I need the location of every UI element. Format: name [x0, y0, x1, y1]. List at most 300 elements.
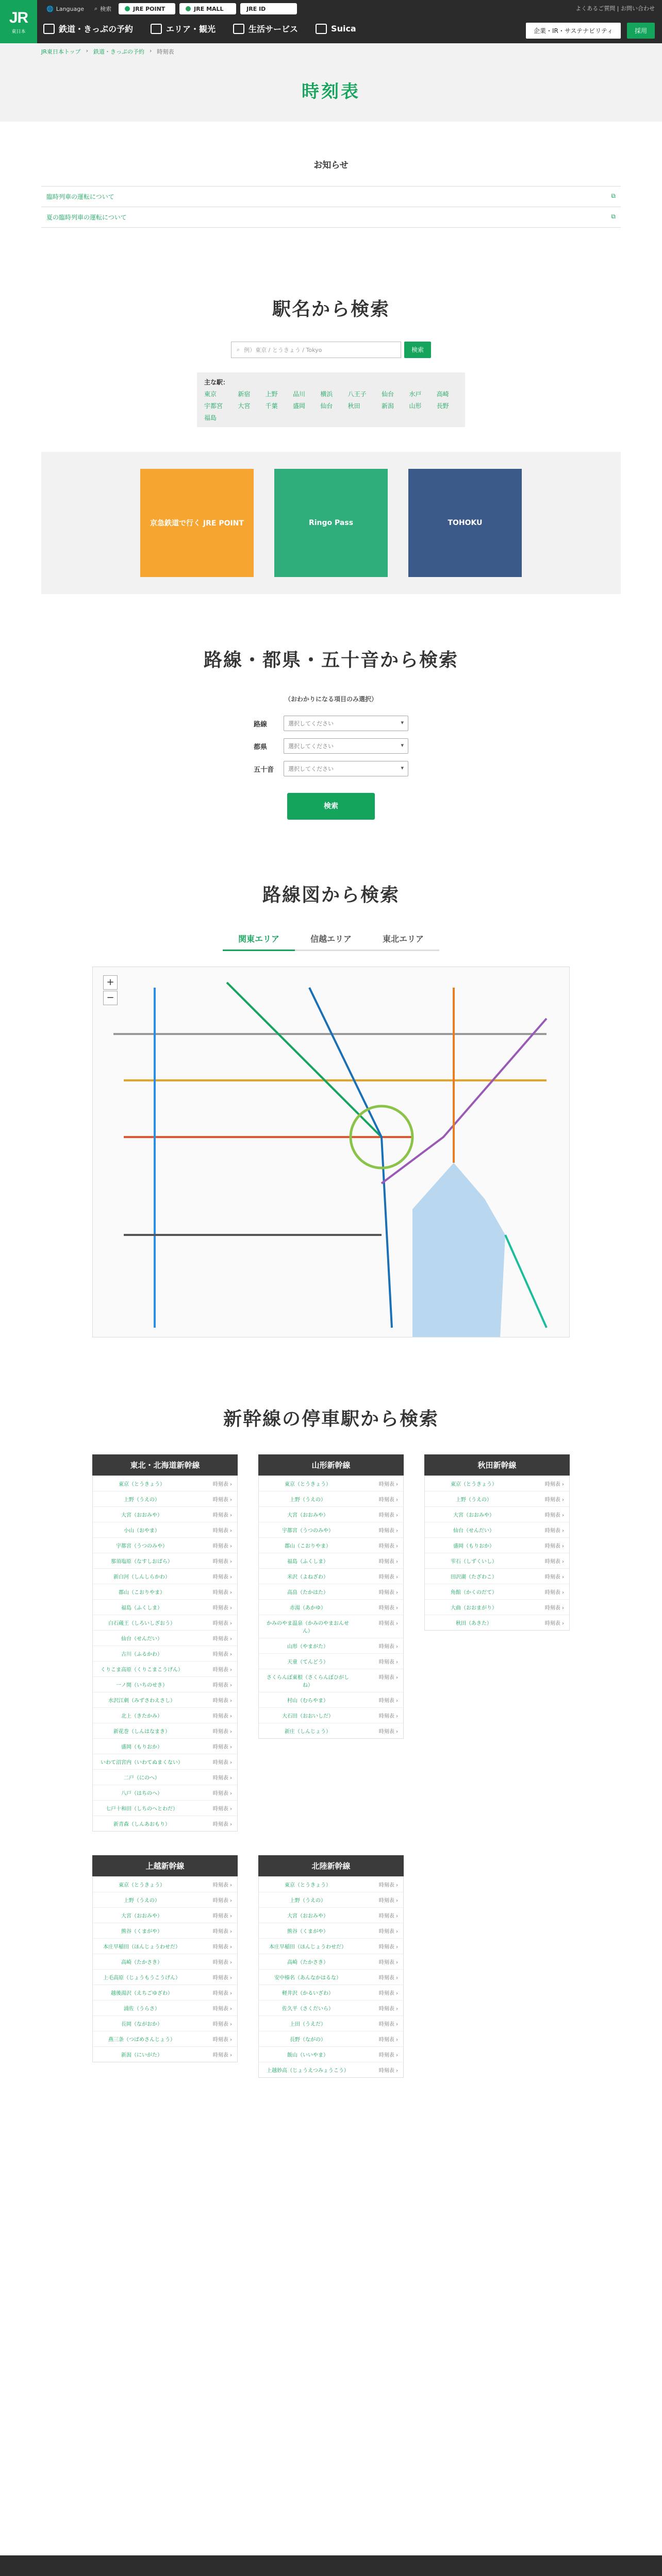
station-row[interactable]: [93, 1892, 237, 1907]
station-name[interactable]: 長岡（ながおか）: [121, 2022, 162, 2027]
timetable-link[interactable]: 時刻表 ›: [378, 1913, 398, 1919]
timetable-link[interactable]: 時刻表 ›: [212, 2053, 232, 2058]
station-name[interactable]: 大宮（おおみや）: [287, 1913, 328, 1919]
station-name[interactable]: 大宮（おおみや）: [121, 1913, 162, 1919]
header: [0, 0, 662, 43]
station-link[interactable]: 大宮: [238, 402, 251, 410]
station-row[interactable]: [259, 1553, 403, 1568]
station-name[interactable]: 本庄早稲田（ほんじょうわせだ）: [269, 1944, 346, 1950]
station-row[interactable]: [93, 1938, 237, 1954]
shinkansen-column: [258, 1454, 404, 1832]
ad-banner[interactable]: [274, 469, 388, 577]
station-name[interactable]: 盛岡（もりおか）: [453, 1544, 494, 1549]
station-row[interactable]: [259, 1491, 403, 1506]
timetable-link[interactable]: 時刻表 ›: [212, 1513, 232, 1518]
crumb-current: 時刻表: [157, 48, 174, 55]
station-name[interactable]: 上野（うえの）: [124, 1898, 160, 1904]
nav-life[interactable]: [233, 23, 298, 35]
station-name[interactable]: 高畠（たかはた）: [287, 1590, 328, 1596]
station-link[interactable]: 水戸: [409, 391, 422, 398]
station-row[interactable]: [93, 1491, 237, 1506]
title-band: [0, 58, 662, 122]
timetable-link[interactable]: 時刻表 ›: [378, 1482, 398, 1487]
utility-links[interactable]: よくあるご質問 | お問い合わせ: [575, 5, 655, 12]
map-search-heading: 路線図から検索: [262, 885, 400, 906]
timetable-link[interactable]: 時刻表 ›: [212, 1729, 232, 1735]
station-name[interactable]: 新潟（にいがた）: [121, 2053, 162, 2058]
station-row[interactable]: [259, 1568, 403, 1584]
timetable-link[interactable]: 時刻表 ›: [212, 1698, 232, 1704]
timetable-link[interactable]: 時刻表 ›: [378, 1621, 398, 1626]
notice-item[interactable]: [41, 207, 621, 228]
station-row[interactable]: [425, 1522, 569, 1537]
search-button[interactable]: [91, 3, 114, 14]
timetable-link[interactable]: 時刻表 ›: [212, 1791, 232, 1797]
station-name[interactable]: 一ノ関（いちのせき）: [116, 1683, 168, 1688]
crumb-top[interactable]: JR東日本トップ: [41, 48, 81, 55]
station-row[interactable]: [425, 1491, 569, 1506]
kana-select[interactable]: 選択してください ▾: [284, 761, 408, 776]
timetable-link[interactable]: 時刻表 ›: [544, 1544, 564, 1549]
nav-rail[interactable]: [43, 23, 133, 35]
station-link[interactable]: 宇都宮: [204, 402, 223, 410]
corp-button[interactable]: 企業・IR・サステナビリティ: [526, 23, 621, 39]
station-link[interactable]: 高崎: [436, 391, 449, 398]
timetable-link[interactable]: 時刻表 ›: [212, 1975, 232, 1981]
timetable-link[interactable]: 時刻表 ›: [212, 1806, 232, 1812]
timetable-link[interactable]: 時刻表 ›: [378, 1944, 398, 1950]
station-name[interactable]: 高崎（たかさき）: [287, 1960, 328, 1965]
ad-banner[interactable]: [140, 469, 254, 577]
timetable-link[interactable]: 時刻表 ›: [212, 1714, 232, 1719]
timetable-link[interactable]: 時刻表 ›: [212, 1652, 232, 1657]
prefecture-label: 都県: [254, 743, 268, 751]
timetable-link[interactable]: 時刻表 ›: [212, 1574, 232, 1580]
timetable-link[interactable]: 時刻表 ›: [378, 1559, 398, 1565]
station-row[interactable]: [259, 1615, 403, 1638]
footer: [0, 2555, 662, 2576]
route-map-graphic[interactable]: [93, 967, 570, 1337]
station-name[interactable]: 上越妙高（じょうえつみょうこう）: [267, 2068, 349, 2074]
station-name[interactable]: 長野（ながの）: [290, 2037, 326, 2043]
timetable-link[interactable]: 時刻表 ›: [212, 1775, 232, 1781]
station-row[interactable]: [259, 2062, 403, 2077]
timetable-link[interactable]: 時刻表 ›: [212, 1528, 232, 1534]
station-name[interactable]: 天童（てんどう）: [287, 1659, 328, 1665]
station-row[interactable]: [93, 1522, 237, 1537]
station-search-input[interactable]: [231, 342, 401, 358]
timetable-link[interactable]: 時刻表 ›: [212, 2022, 232, 2027]
station-name[interactable]: 上野（うえの）: [456, 1497, 492, 1503]
station-name[interactable]: 角館（かくのだて）: [451, 1590, 497, 1596]
station-name[interactable]: 白石蔵王（しろいしざおう）: [108, 1621, 175, 1626]
jre-id-button[interactable]: [240, 3, 297, 14]
station-row[interactable]: [93, 1584, 237, 1599]
station-name[interactable]: 新庄（しんじょう）: [285, 1729, 331, 1735]
timetable-link[interactable]: 時刻表 ›: [378, 1497, 398, 1503]
timetable-link[interactable]: 時刻表 ›: [378, 1675, 398, 1681]
station-row[interactable]: [425, 1599, 569, 1615]
station-row[interactable]: [93, 1769, 237, 1785]
station-name[interactable]: 七戸十和田（しちのへとわだ）: [106, 1806, 178, 1812]
station-row[interactable]: [259, 1476, 403, 1491]
station-row[interactable]: [259, 1669, 403, 1692]
station-name[interactable]: 二戸（にのへ）: [124, 1775, 160, 1781]
timetable-link[interactable]: 時刻表 ›: [544, 1621, 564, 1626]
station-name[interactable]: 仙台（せんだい）: [453, 1528, 494, 1534]
timetable-link[interactable]: 時刻表 ›: [378, 1574, 398, 1580]
jre-point-button[interactable]: [119, 3, 175, 14]
station-link[interactable]: 新宿: [238, 391, 251, 398]
station-name[interactable]: 福島（ふくしま）: [287, 1559, 328, 1565]
station-link[interactable]: 長野: [436, 402, 449, 410]
station-row[interactable]: [93, 1923, 237, 1938]
timetable-link[interactable]: 時刻表 ›: [378, 1590, 398, 1596]
station-name[interactable]: 盛岡（もりおか）: [121, 1744, 162, 1750]
timetable-link[interactable]: 時刻表 ›: [544, 1497, 564, 1503]
station-name[interactable]: 東京（とうきょう）: [119, 1482, 165, 1487]
timetable-link[interactable]: 時刻表 ›: [212, 2006, 232, 2012]
station-name[interactable]: さくらんぼ東根（さくらんぼひがしね）: [267, 1675, 349, 1688]
station-name[interactable]: いわて沼宮内（いわてぬまくない）: [101, 1760, 183, 1766]
jre-mall-button[interactable]: [179, 3, 236, 14]
station-row[interactable]: [259, 1892, 403, 1907]
timetable-link[interactable]: 時刻表 ›: [544, 1513, 564, 1518]
prefecture-select[interactable]: 選択してください ▾: [284, 738, 408, 754]
station-name[interactable]: 佐久平（さくだいら）: [282, 2006, 334, 2012]
station-name[interactable]: かみのやま温泉（かみのやまおんせん）: [267, 1621, 349, 1634]
station-row[interactable]: [259, 2000, 403, 2015]
timetable-link[interactable]: 時刻表 ›: [212, 1913, 232, 1919]
timetable-link[interactable]: 時刻表 ›: [378, 2053, 398, 2058]
line-search-button[interactable]: 検索: [287, 793, 375, 820]
station-row[interactable]: [259, 1506, 403, 1522]
station-row[interactable]: [259, 1907, 403, 1923]
station-name[interactable]: 宇都宮（うつのみや）: [282, 1528, 334, 1534]
station-row[interactable]: [425, 1506, 569, 1522]
timetable-link[interactable]: 時刻表 ›: [378, 1698, 398, 1704]
station-name[interactable]: 東京（とうきょう）: [285, 1883, 331, 1888]
notice-section: [0, 122, 662, 228]
nav-suica[interactable]: [316, 23, 356, 35]
station-row[interactable]: [259, 1938, 403, 1954]
timetable-link[interactable]: 時刻表 ›: [212, 1482, 232, 1487]
timetable-link[interactable]: 時刻表 ›: [544, 1482, 564, 1487]
timetable-link[interactable]: 時刻表 ›: [378, 1929, 398, 1935]
nav-life-label: 生活サービス: [249, 24, 299, 34]
shinkansen-heading: 新幹線の停車駅から検索: [223, 1409, 439, 1430]
station-row[interactable]: [93, 1476, 237, 1491]
timetable-link[interactable]: 時刻表 ›: [378, 1644, 398, 1650]
station-name[interactable]: 大曲（おおまがり）: [451, 1605, 497, 1611]
shinkansen-column: [92, 1855, 238, 2078]
station-name[interactable]: 高崎（たかさき）: [121, 1960, 162, 1965]
station-name[interactable]: 米沢（よねざわ）: [287, 1574, 328, 1580]
station-row[interactable]: [93, 1568, 237, 1584]
station-row[interactable]: [93, 1723, 237, 1738]
station-row[interactable]: [93, 1661, 237, 1676]
station-link[interactable]: 八王子: [347, 391, 367, 398]
station-link[interactable]: 品川: [292, 391, 305, 398]
station-name[interactable]: 雫石（しずくいし）: [451, 1559, 497, 1565]
timetable-link[interactable]: 時刻表 ›: [378, 1528, 398, 1534]
station-row[interactable]: [259, 1707, 403, 1723]
ad-text: TOHOKU: [448, 519, 483, 527]
station-name[interactable]: 水沢江刺（みずさわえさし）: [108, 1698, 175, 1704]
line-select[interactable]: 選択してください ▾: [284, 716, 408, 731]
timetable-link[interactable]: 時刻表 ›: [212, 1683, 232, 1688]
station-name[interactable]: 上野（うえの）: [124, 1497, 160, 1503]
timetable-link[interactable]: 時刻表 ›: [378, 1659, 398, 1665]
station-row[interactable]: [93, 1599, 237, 1615]
timetable-link[interactable]: 時刻表 ›: [544, 1574, 564, 1580]
timetable-link[interactable]: 時刻表 ›: [212, 1760, 232, 1766]
timetable-link[interactable]: 時刻表 ›: [212, 1991, 232, 1996]
station-name[interactable]: 上田（うえだ）: [290, 2022, 326, 2027]
notice-item[interactable]: [41, 186, 621, 207]
station-name[interactable]: 大宮（おおみや）: [287, 1513, 328, 1518]
station-name[interactable]: 福島（ふくしま）: [121, 1605, 162, 1611]
station-name[interactable]: 上毛高原（じょうもうこうげん）: [103, 1975, 180, 1981]
station-row[interactable]: [259, 1876, 403, 1892]
logo-sub: 東日本: [11, 29, 26, 35]
train-icon: [43, 24, 55, 34]
timetable-link[interactable]: 時刻表 ›: [544, 1528, 564, 1534]
station-row[interactable]: [93, 1707, 237, 1723]
ad-banner[interactable]: [408, 469, 522, 577]
station-row[interactable]: [425, 1615, 569, 1630]
timetable-link[interactable]: 時刻表 ›: [212, 1822, 232, 1827]
timetable-link[interactable]: 時刻表 ›: [378, 1605, 398, 1611]
timetable-link[interactable]: 時刻表 ›: [212, 1636, 232, 1642]
timetable-link[interactable]: 時刻表 ›: [212, 1944, 232, 1950]
station-row[interactable]: [259, 2015, 403, 2031]
station-row[interactable]: [259, 1954, 403, 1969]
station-name[interactable]: 上野（うえの）: [290, 1898, 326, 1904]
station-row[interactable]: [259, 1599, 403, 1615]
station-row[interactable]: [93, 2031, 237, 2046]
station-row[interactable]: [93, 1537, 237, 1553]
station-name[interactable]: 山形（やまがた）: [287, 1644, 328, 1650]
station-link[interactable]: 上野: [265, 391, 278, 398]
station-row[interactable]: [93, 1876, 237, 1892]
timetable-link[interactable]: 時刻表 ›: [378, 1975, 398, 1981]
station-name[interactable]: 小山（おやま）: [124, 1528, 160, 1534]
station-name[interactable]: 新花巻（しんはなまき）: [113, 1729, 170, 1735]
jr-logo[interactable]: [0, 0, 37, 43]
station-name[interactable]: 郡山（こおりやま）: [119, 1590, 165, 1596]
timetable-link[interactable]: 時刻表 ›: [378, 1544, 398, 1549]
station-table: [424, 1476, 570, 1631]
jre-mall-icon: [186, 6, 191, 11]
station-name[interactable]: 上野（うえの）: [290, 1497, 326, 1503]
station-row[interactable]: [425, 1553, 569, 1568]
station-row[interactable]: [259, 1522, 403, 1537]
station-row[interactable]: [93, 1553, 237, 1568]
station-name[interactable]: 仙台（せんだい）: [121, 1636, 162, 1642]
timetable-link[interactable]: 時刻表 ›: [212, 2037, 232, 2043]
station-link[interactable]: 盛岡: [292, 402, 305, 410]
station-name[interactable]: 東京（とうきょう）: [119, 1883, 165, 1888]
station-name[interactable]: 新白河（しんしらかわ）: [113, 1574, 170, 1580]
timetable-link[interactable]: 時刻表 ›: [212, 1898, 232, 1904]
station-row[interactable]: [259, 2031, 403, 2046]
jre-point-icon: [125, 6, 130, 11]
station-row[interactable]: [93, 1816, 237, 1831]
station-link[interactable]: 山形: [409, 402, 422, 410]
crumb-rail[interactable]: 鉄道・きっぷの予約: [93, 48, 144, 55]
station-row[interactable]: [93, 1630, 237, 1646]
station-row[interactable]: [93, 1785, 237, 1800]
station-name[interactable]: くりこま高原（くりこまこうげん）: [101, 1667, 183, 1673]
station-name[interactable]: 八戸（はちのへ）: [121, 1791, 162, 1797]
station-name[interactable]: 熊谷（くまがや）: [121, 1929, 162, 1935]
station-name[interactable]: 東京（とうきょう）: [285, 1482, 331, 1487]
station-name[interactable]: 那須塩原（なすしおばら）: [111, 1559, 173, 1565]
station-name[interactable]: 大宮（おおみや）: [453, 1513, 494, 1518]
timetable-link[interactable]: 時刻表 ›: [378, 2006, 398, 2012]
station-row[interactable]: [93, 1738, 237, 1754]
timetable-link[interactable]: 時刻表 ›: [212, 1590, 232, 1596]
timetable-link[interactable]: 時刻表 ›: [544, 1559, 564, 1565]
station-row[interactable]: [425, 1568, 569, 1584]
notice-item-label: 臨時列車の運転について: [46, 193, 114, 200]
station-row[interactable]: [425, 1584, 569, 1599]
station-name[interactable]: 大宮（おおみや）: [121, 1513, 162, 1518]
station-name[interactable]: 郡山（こおりやま）: [285, 1544, 331, 1549]
station-name[interactable]: 北上（きたかみ）: [121, 1714, 162, 1719]
crumb-sep: ›: [149, 47, 152, 54]
tab-tohoku[interactable]: 東北エリア: [367, 927, 439, 951]
jre-mall-label: JRE MALL: [194, 5, 224, 12]
station-name[interactable]: 燕三条（つばめさんじょう）: [108, 2037, 175, 2043]
page-title: 時刻表: [302, 81, 360, 102]
station-row[interactable]: [93, 1676, 237, 1692]
station-row[interactable]: [259, 1969, 403, 1985]
station-name[interactable]: 秋田（あきた）: [456, 1621, 492, 1626]
language-button[interactable]: [43, 3, 87, 14]
station-row[interactable]: [93, 1800, 237, 1816]
timetable-link[interactable]: 時刻表 ›: [212, 1621, 232, 1626]
timetable-link[interactable]: 時刻表 ›: [378, 1513, 398, 1518]
station-row[interactable]: [93, 1985, 237, 2000]
station-row[interactable]: [259, 1653, 403, 1669]
station-link[interactable]: 千葉: [265, 402, 278, 410]
station-link[interactable]: 横浜: [320, 391, 333, 398]
timetable-link[interactable]: 時刻表 ›: [212, 1667, 232, 1673]
station-link[interactable]: 仙台: [381, 391, 394, 398]
station-row[interactable]: [93, 2015, 237, 2031]
timetable-link[interactable]: 時刻表 ›: [212, 1559, 232, 1565]
station-row[interactable]: [259, 1537, 403, 1553]
station-link[interactable]: 新潟: [381, 402, 394, 410]
logo-text: JR: [9, 9, 28, 26]
route-map[interactable]: [92, 967, 570, 1337]
tab-kanto[interactable]: 関東エリア: [223, 927, 295, 951]
timetable-link[interactable]: 時刻表 ›: [212, 1744, 232, 1750]
tab-shinetsu[interactable]: 信越エリア: [295, 927, 367, 951]
recruit-button[interactable]: 採用: [627, 23, 655, 39]
station-search-button[interactable]: 検索: [404, 342, 431, 358]
timetable-link[interactable]: 時刻表 ›: [544, 1605, 564, 1611]
zoom-in-button[interactable]: +: [103, 975, 118, 990]
station-link[interactable]: 仙台: [320, 402, 333, 410]
timetable-link[interactable]: 時刻表 ›: [378, 1898, 398, 1904]
station-row[interactable]: [93, 1969, 237, 1985]
timetable-link[interactable]: 時刻表 ›: [212, 1544, 232, 1549]
timetable-link[interactable]: 時刻表 ›: [378, 1991, 398, 1996]
timetable-link[interactable]: 時刻表 ›: [378, 1883, 398, 1888]
external-link-icon: ⧉: [611, 192, 616, 199]
station-table: [258, 1876, 404, 2078]
station-row[interactable]: [93, 1646, 237, 1661]
station-row[interactable]: [259, 1985, 403, 2000]
station-name[interactable]: 熊谷（くまがや）: [287, 1929, 328, 1935]
station-row[interactable]: [93, 1506, 237, 1522]
station-link[interactable]: 福島: [204, 414, 217, 421]
timetable-link[interactable]: 時刻表 ›: [212, 1605, 232, 1611]
station-row[interactable]: [259, 1923, 403, 1938]
station-name[interactable]: 本庄早稲田（ほんじょうわせだ）: [103, 1944, 180, 1950]
timetable-link[interactable]: 時刻表 ›: [212, 1929, 232, 1935]
timetable-link[interactable]: 時刻表 ›: [544, 1590, 564, 1596]
station-row[interactable]: [259, 1638, 403, 1653]
timetable-link[interactable]: 時刻表 ›: [378, 1960, 398, 1965]
station-link[interactable]: 東京: [204, 391, 217, 398]
station-row[interactable]: [93, 1754, 237, 1769]
station-name[interactable]: 越後湯沢（えちごゆざわ）: [111, 1991, 173, 1996]
station-row[interactable]: [259, 1692, 403, 1707]
timetable-link[interactable]: 時刻表 ›: [378, 2022, 398, 2027]
station-name[interactable]: 飯山（いいやま）: [287, 2053, 328, 2058]
station-row[interactable]: [93, 1615, 237, 1630]
station-name[interactable]: 村山（むらやま）: [287, 1698, 328, 1704]
station-row[interactable]: [259, 1584, 403, 1599]
timetable-link[interactable]: 時刻表 ›: [378, 2068, 398, 2074]
timetable-link[interactable]: 時刻表 ›: [212, 1497, 232, 1503]
timetable-link[interactable]: 時刻表 ›: [212, 1960, 232, 1965]
station-link[interactable]: 秋田: [347, 402, 360, 410]
station-row[interactable]: [93, 1907, 237, 1923]
station-row[interactable]: [93, 1954, 237, 1969]
station-row[interactable]: [93, 1692, 237, 1707]
station-row[interactable]: [93, 2046, 237, 2062]
station-row[interactable]: [425, 1476, 569, 1491]
timetable-link[interactable]: 時刻表 ›: [378, 2037, 398, 2043]
station-name[interactable]: 東京（とうきょう）: [451, 1482, 497, 1487]
station-row[interactable]: [259, 1723, 403, 1738]
timetable-link[interactable]: 時刻表 ›: [212, 1883, 232, 1888]
zoom-out-button[interactable]: −: [103, 991, 118, 1005]
station-name[interactable]: 大石田（おおいしだ）: [282, 1714, 334, 1719]
station-table: [92, 1476, 238, 1832]
station-row[interactable]: [93, 2000, 237, 2015]
station-name[interactable]: 赤湯（あかゆ）: [290, 1605, 326, 1611]
timetable-link[interactable]: 時刻表 ›: [378, 1714, 398, 1719]
station-row[interactable]: [425, 1537, 569, 1553]
station-name[interactable]: 古川（ふるかわ）: [121, 1652, 162, 1657]
station-name[interactable]: 安中榛名（あんなかはるな）: [274, 1975, 341, 1981]
nav-area[interactable]: [151, 23, 216, 35]
station-name[interactable]: 浦佐（うらさ）: [124, 2006, 160, 2012]
jre-id-label: JRE ID: [246, 5, 266, 12]
timetable-link[interactable]: 時刻表 ›: [378, 1729, 398, 1735]
station-name[interactable]: 新青森（しんあおもり）: [113, 1822, 170, 1827]
station-name[interactable]: 軽井沢（かるいざわ）: [282, 1991, 334, 1996]
station-row[interactable]: [259, 2046, 403, 2062]
station-name[interactable]: 田沢湖（たざわこ）: [451, 1574, 497, 1580]
station-name[interactable]: 宇都宮（うつのみや）: [116, 1544, 168, 1549]
